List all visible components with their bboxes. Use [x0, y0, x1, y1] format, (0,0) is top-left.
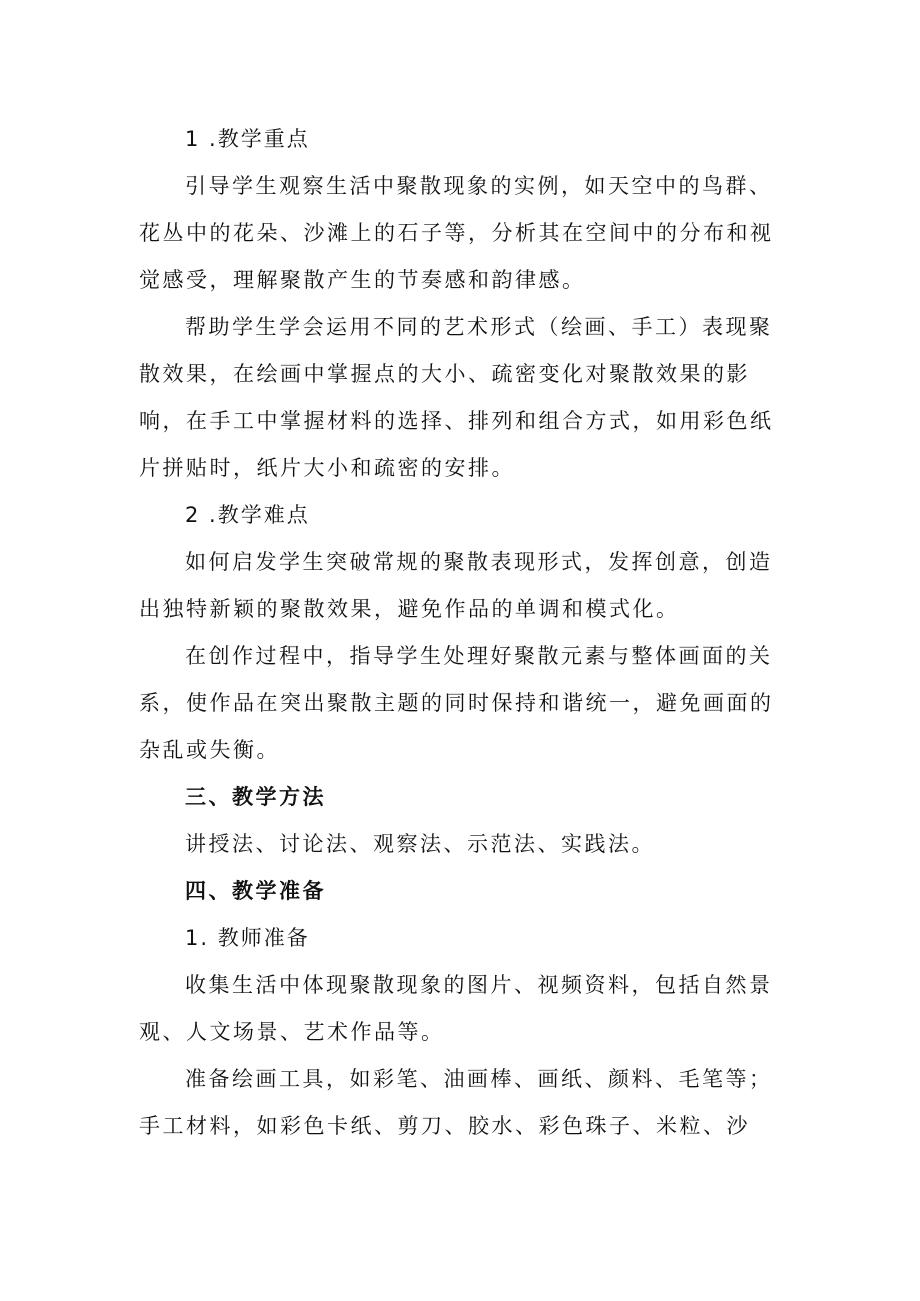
preparation-paragraph-1: 收集生活中体现聚散现象的图片、视频资料，包括自然景观、人文场景、艺术作品等。	[139, 973, 773, 1044]
preparation-paragraph-2: 准备绘画工具，如彩笔、油画棒、画纸、颜料、毛笔等；手工材料，如彩色卡纸、剪刀、胶水、彩色珠子、米粒、沙	[139, 1067, 773, 1138]
teaching-focus-heading: 1 .教学重点	[185, 127, 310, 151]
teaching-preparation-heading: 四、教学准备	[185, 879, 326, 903]
focus-paragraph-1: 引导学生观察生活中聚散现象的实例，如天空中的鸟群、花丛中的花朵、沙滩上的石子等，分析其在空间中的分布和视觉感受，理解聚散产生的节奏感和韵律感。	[139, 174, 774, 292]
teacher-preparation-heading: 1. 教师准备	[185, 926, 310, 950]
teaching-methods-heading: 三、教学方法	[185, 785, 326, 809]
focus-paragraph-2: 帮助学生学会运用不同的艺术形式（绘画、手工）表现聚散效果，在绘画中掌握点的大小、疏密变化对聚散效果的影响，在手工中掌握材料的选择、排列和组合方式，如用彩色纸片拼贴时，纸片大小和疏密的安排。	[139, 315, 774, 480]
teaching-difficulty-heading: 2 .教学难点	[185, 503, 310, 527]
difficulty-paragraph-1: 如何启发学生突破常规的聚散表现形式，发挥创意，创造出独特新颖的聚散效果，避免作品的单调和模式化。	[139, 550, 773, 621]
methods-paragraph: 讲授法、讨论法、观察法、示范法、实践法。	[185, 832, 655, 856]
difficulty-paragraph-2: 在创作过程中，指导学生处理好聚散元素与整体画面的关系，使作品在突出聚散主题的同时保持和谐统一，避免画面的杂乱或失衡。	[139, 644, 774, 762]
